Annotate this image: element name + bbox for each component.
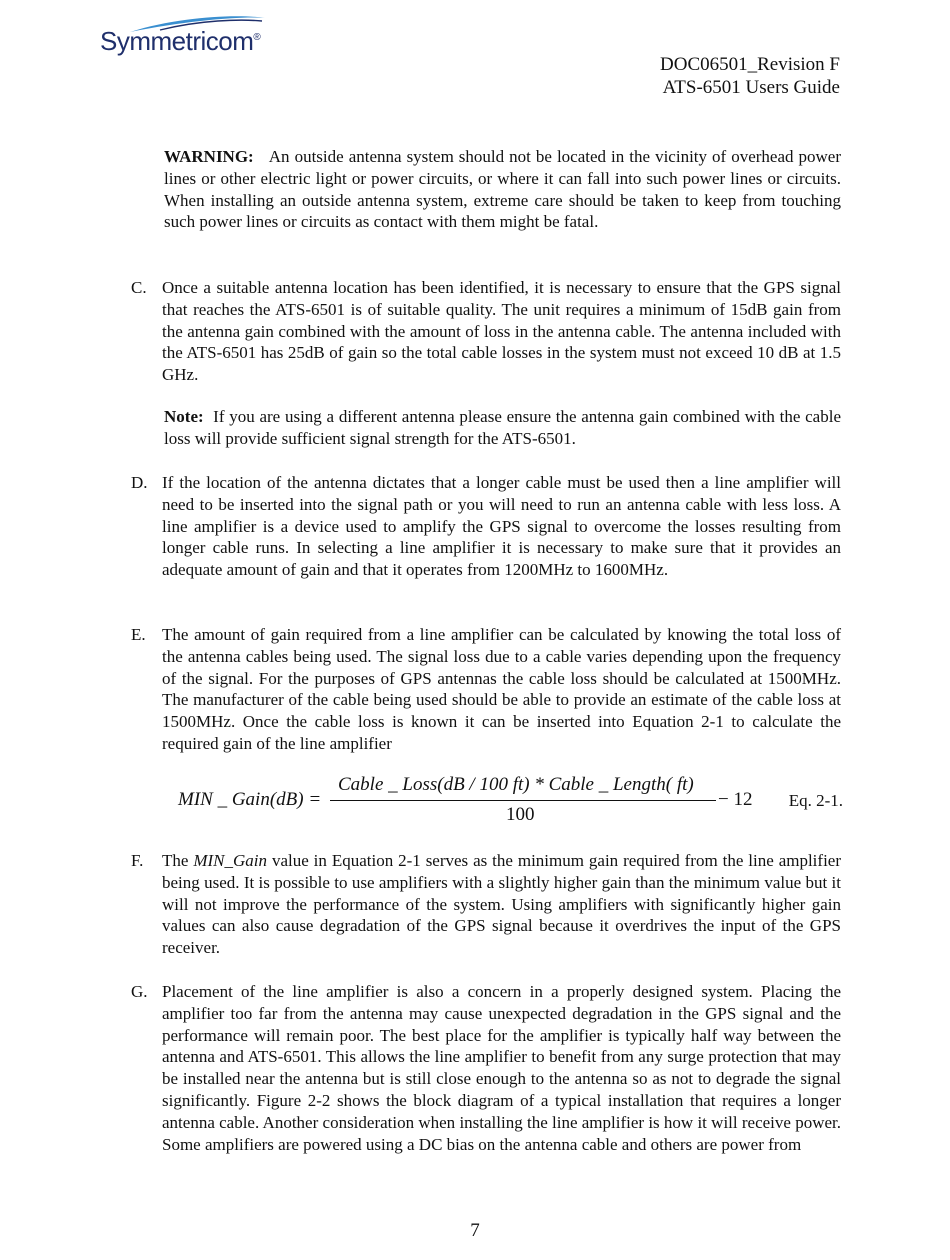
item-d-text: If the location of the antenna dictates that a longer cable must be used then a line amplifier will need to be inserted into the signal path or you will need to run an antenna cable with less loss. A line amplifier is a device used to amplify the GPS signal to overcome the losses resulting from longer cable runs. In selecting a line amplifier it is necessary to make sure that it provides an adequate amount of gain and that it operates from 1200MHz to 1600MHz. bbox=[162, 473, 841, 580]
note-label: Note: bbox=[164, 407, 204, 426]
page-header bbox=[660, 53, 840, 99]
equation-tail: − 12 bbox=[718, 789, 753, 810]
item-d-label: D. bbox=[131, 473, 148, 492]
item-e-text: The amount of gain required from a line amplifier can be calculated by knowing the total loss of the antenna cables being used. The signal loss due to a cable varies depending upon the frequency of the signal. For the purposes of GPS antennas the cable loss should be calculated at 1500MHz. The manufacturer of the cable being used should be able to provide an estimate of the cable loss at 1500MHz. Once the cable loss is known it can be inserted into Equation 2-1 to calculate the required gain of the line amplifier bbox=[162, 625, 841, 753]
min-gain-term: MIN_Gain bbox=[193, 851, 268, 870]
fraction-bar bbox=[330, 800, 716, 801]
warning-label: WARNING: bbox=[164, 147, 254, 166]
item-c-text: Once a suitable antenna location has been identified, it is necessary to ensure that the GPS signal that reaches the ATS-6501 is of suitable quality. The unit requires a minimum of 15dB gain from the antenna gain combined with the amount of loss in the antenna cable. The antenna included with the ATS-6501 has 25dB of gain so the total cable losses in the system must not exceed 10 dB at 1.5 GHz. bbox=[162, 278, 841, 385]
warning-text: An outside antenna system should not be located in the vicinity of overhead power lines or other electric light or power circuits, or where it can fall into such power lines or circuits. When installing an outside antenna system, extreme care should be taken to keep from touching such power lines or circuits as contact with them might be fatal. bbox=[164, 147, 841, 232]
note-text: If you are using a different antenna please ensure the antenna gain combined with the cable loss will provide sufficient signal strength for the ATS-6501. bbox=[164, 407, 841, 448]
item-f-label: F. bbox=[131, 851, 144, 870]
page-number: 7 bbox=[470, 1220, 480, 1241]
company-logo bbox=[100, 10, 300, 68]
equation-2-1 bbox=[178, 770, 843, 830]
equation-numerator: Cable _ Loss(dB / 100 ft) * Cable _ Length( ft) bbox=[338, 774, 694, 795]
note-paragraph bbox=[164, 406, 841, 450]
logo-text: Symmetricom® bbox=[100, 26, 261, 56]
item-e-label: E. bbox=[131, 625, 146, 644]
document-title: ATS-6501 Users Guide bbox=[662, 77, 840, 98]
item-c-label: C. bbox=[131, 278, 147, 297]
equation-lhs: MIN _ Gain(dB) = bbox=[178, 789, 322, 810]
item-g-label: G. bbox=[131, 982, 148, 1001]
document-id: DOC06501_Revision F bbox=[660, 54, 840, 75]
item-g-text: Placement of the line amplifier is also a concern in a properly designed system. Placing the amplifier too far from the antenna may cause unexpected degradation in the GPS signal and the performance will remain poor. The best place for the amplifier is typically half way between the antenna and ATS-6501. This allows the line amplifier to benefit from any surge protection that may be installed near the antenna but is still close enough to the antenna so as not to degrade the signal significantly. Figure 2-2 shows the block diagram of a typical installation that requires a longer antenna cable. Another consideration when installing the line amplifier is how it will receive power. Some amplifiers are powered using a DC bias on the antenna cable and others are power from bbox=[162, 982, 841, 1154]
warning-paragraph bbox=[164, 146, 841, 233]
equation-reference: Eq. 2-1. bbox=[788, 791, 843, 810]
item-f-text: The MIN_Gain value in Equation 2-1 serves as the minimum gain required from the line amplifier being used. It is possible to use amplifiers with a slightly higher gain than the minimum value but it will not improve the performance of the system. Using amplifiers with significantly higher gain values can also cause degradation of the GPS signal because it overdrives the input of the GPS receiver. bbox=[162, 851, 841, 958]
equation-denominator: 100 bbox=[506, 804, 535, 825]
